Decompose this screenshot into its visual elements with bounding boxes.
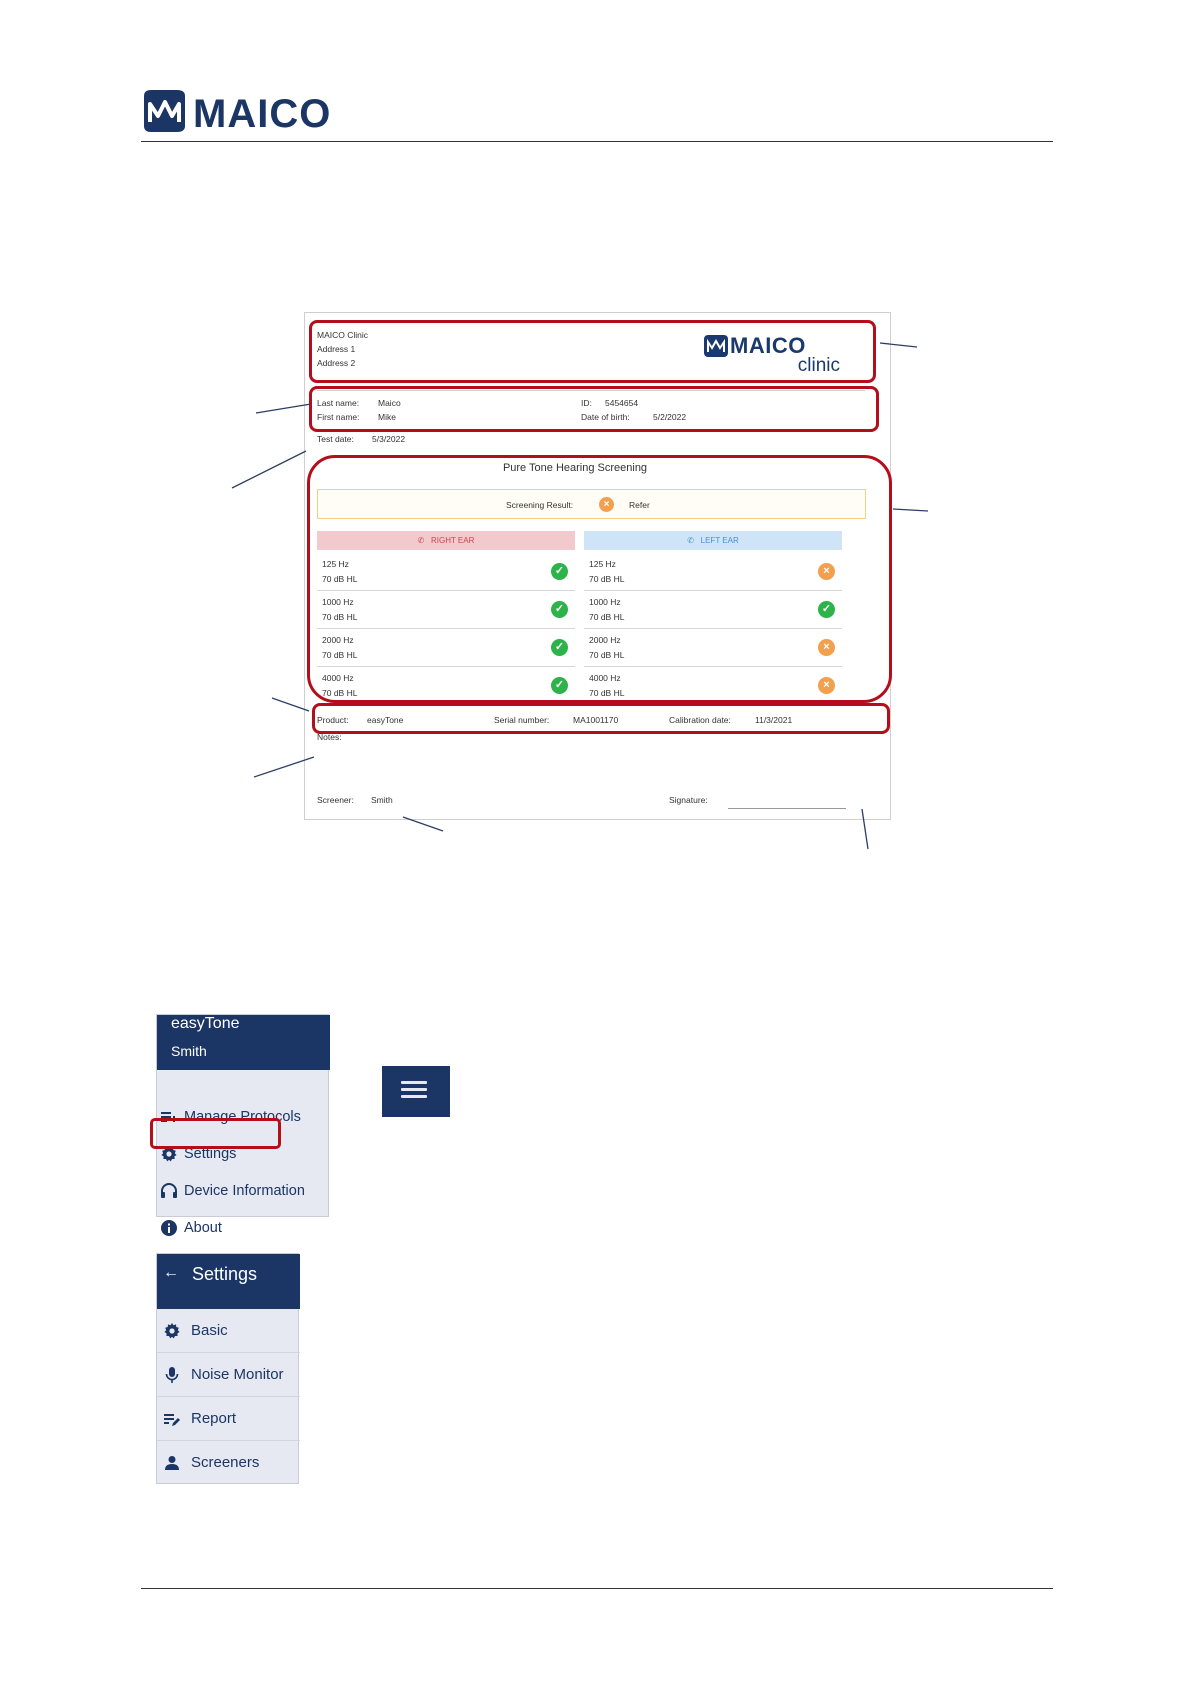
settings-item-basic[interactable] <box>157 1309 300 1353</box>
test-date-label: Test date: <box>317 434 354 444</box>
test-date-value: 5/3/2022 <box>372 434 406 444</box>
screening-result-label: Screening Result: <box>506 500 574 510</box>
menu-item-about[interactable] <box>157 1213 330 1243</box>
brand-wordmark: MAICO <box>193 92 332 136</box>
last-name-value: Maico <box>378 398 401 408</box>
product-label: Product: <box>317 715 349 725</box>
notes-label: Notes: <box>317 732 342 742</box>
menu-item-label: Settings <box>184 1146 237 1162</box>
frequency: 125 Hz <box>589 559 616 569</box>
menu-title: easyTone <box>171 1015 240 1032</box>
settings-item-noise-monitor[interactable] <box>157 1353 300 1397</box>
callout-line <box>254 757 314 777</box>
screener-label: Screener: <box>317 795 354 805</box>
callout-line <box>862 809 868 849</box>
menu-item-device-information[interactable] <box>157 1176 330 1206</box>
refer-icon: × <box>599 497 614 512</box>
settings-panel <box>156 1253 299 1484</box>
pass-check-icon: ✓ <box>818 601 835 618</box>
left-ear-label: LEFT EAR <box>700 536 739 545</box>
clinic-logo-sub: clinic <box>797 355 840 376</box>
callout-line <box>403 817 443 831</box>
settings-list <box>157 1309 300 1485</box>
clinic-logo-word: MAICO <box>730 333 806 358</box>
level: 70 dB HL <box>589 650 625 660</box>
settings-item-label: Screeners <box>191 1454 260 1471</box>
pass-check-icon: ✓ <box>551 563 568 580</box>
clinic-name: MAICO Clinic <box>317 330 369 340</box>
menu-item-label: Manage Protocols <box>184 1109 301 1125</box>
pass-check-icon: ✓ <box>551 639 568 656</box>
refer-x-icon: × <box>818 677 835 694</box>
settings-item-label: Noise Monitor <box>191 1366 284 1383</box>
highlight-settings <box>150 1118 281 1149</box>
refer-x-icon: × <box>818 563 835 580</box>
hamburger-menu-button[interactable] <box>382 1066 450 1117</box>
gear-icon <box>163 1322 181 1340</box>
menu-item-label: About <box>184 1220 222 1236</box>
level: 70 dB HL <box>322 612 358 622</box>
info-icon <box>160 1219 178 1237</box>
clinic-address-1: Address 1 <box>317 344 356 354</box>
callout-line <box>232 451 306 488</box>
dob-value: 5/2/2022 <box>653 412 687 422</box>
frequency: 2000 Hz <box>322 635 354 645</box>
settings-item-screeners[interactable] <box>157 1441 300 1485</box>
settings-title: Settings <box>192 1264 258 1284</box>
signature-label: Signature: <box>669 795 708 805</box>
level: 70 dB HL <box>589 688 625 698</box>
settings-item-label: Report <box>191 1410 237 1427</box>
first-name-label: First name: <box>317 412 360 422</box>
level: 70 dB HL <box>322 650 358 660</box>
id-label: ID: <box>581 398 592 408</box>
dob-label: Date of birth: <box>581 412 630 422</box>
side-menu <box>156 1014 329 1236</box>
callout-line <box>272 698 309 711</box>
settings-header <box>157 1254 300 1309</box>
menu-header <box>157 1015 330 1070</box>
ear-icon: ✆ <box>687 536 701 545</box>
hamburger-bar <box>401 1095 427 1098</box>
settings-item-label: Basic <box>191 1322 228 1339</box>
right-ear-label: RIGHT EAR <box>430 536 475 545</box>
frequency: 4000 Hz <box>322 673 354 683</box>
menu-item-label: Device Information <box>184 1183 305 1199</box>
calibration-label: Calibration date: <box>669 715 731 725</box>
report-title: Pure Tone Hearing Screening <box>502 462 648 474</box>
first-name-value: Mike <box>378 412 396 422</box>
frequency: 4000 Hz <box>589 673 621 683</box>
callout-line <box>893 509 928 511</box>
level: 70 dB HL <box>589 612 625 622</box>
pass-check-icon: ✓ <box>551 677 568 694</box>
refer-x-icon: × <box>818 639 835 656</box>
screener-value: Smith <box>371 795 393 805</box>
person-icon <box>163 1454 181 1472</box>
product-value: easyTone <box>367 715 404 725</box>
hamburger-bar <box>401 1088 427 1091</box>
microphone-icon <box>163 1366 181 1384</box>
screening-result-value: Refer <box>629 500 650 510</box>
menu-user: Smith <box>171 1043 207 1059</box>
pass-check-icon: ✓ <box>551 601 568 618</box>
level: 70 dB HL <box>322 574 358 584</box>
headphones-icon <box>160 1182 178 1200</box>
calibration-value: 11/3/2021 <box>755 715 793 725</box>
serial-value: MA1001170 <box>573 715 619 725</box>
clinic-address-2: Address 2 <box>317 358 356 368</box>
level: 70 dB HL <box>589 574 625 584</box>
last-name-label: Last name: <box>317 398 360 408</box>
hamburger-bar <box>401 1081 427 1084</box>
serial-label: Serial number: <box>494 715 550 725</box>
frequency: 1000 Hz <box>589 597 621 607</box>
level: 70 dB HL <box>322 688 358 698</box>
id-value: 5454654 <box>605 398 639 408</box>
frequency: 2000 Hz <box>589 635 621 645</box>
back-arrow-icon[interactable]: ← <box>163 1264 179 1281</box>
settings-item-report[interactable] <box>157 1397 300 1441</box>
edit-list-icon <box>163 1410 181 1428</box>
callout-line <box>880 343 917 347</box>
footer-divider <box>141 1588 1053 1589</box>
frequency: 125 Hz <box>322 559 349 569</box>
frequency: 1000 Hz <box>322 597 354 607</box>
callout-line <box>256 404 311 413</box>
ear-icon: ✆ <box>417 536 431 545</box>
